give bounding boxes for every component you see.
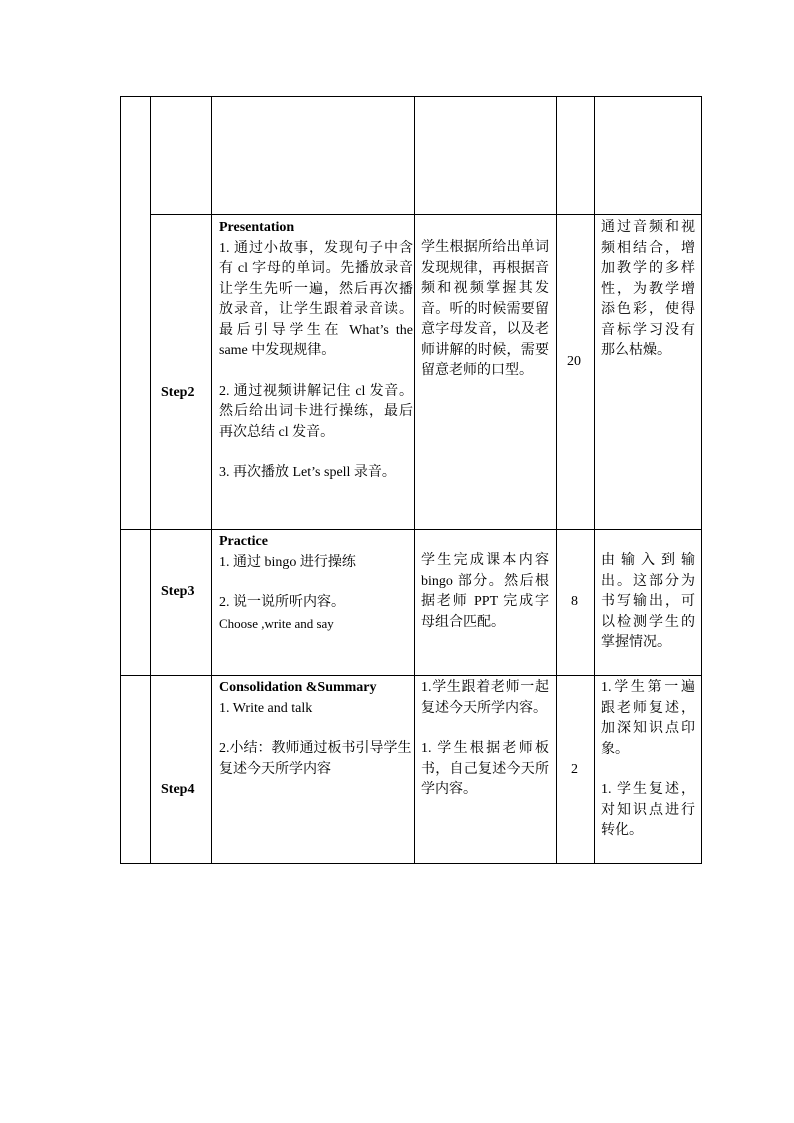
teacher-activity-item: 1. 通过小故事，发现句子中含有 cl 字母的单词。先播放录音让学生先听一遍，然后再次播放录音，让学生跟着录音读。最后引导学生在 What’s the same 中发现规律。 [219, 240, 413, 358]
time-minutes: 2 [571, 762, 578, 777]
teacher-activity-heading: Practice [219, 534, 268, 549]
table-border-bottom [120, 863, 702, 864]
purpose-text: 通过音频和视频相结合，增加教学的多样性，为教学增添色彩，使得音标学习没有那么枯燥。 [601, 220, 695, 358]
teacher-activity-cell [219, 218, 413, 484]
row-divider [120, 529, 702, 530]
teacher-activity-item: 2.小结：教师通过板书引导学生复述今天所学内容 [219, 741, 412, 777]
column-divider [150, 96, 151, 864]
purpose-text: 1.学生第一遍跟老师复述，加深知识点印象。 [601, 680, 695, 757]
teacher-activity-heading: Presentation [219, 220, 295, 235]
purpose-text: 由输入到输出。这部分为书写输出，可以检测学生的掌握情况。 [601, 553, 695, 650]
teacher-activity-item: Choose ,write and say [219, 615, 334, 631]
row-divider [150, 214, 702, 215]
purpose-text: 1. 学生复述，对知识点进行转化。 [601, 782, 695, 838]
row-divider [120, 675, 702, 676]
student-activity-text: 1. 学生根据老师板书，自己复述今天所学内容。 [421, 741, 549, 797]
column-divider [414, 96, 415, 864]
teacher-activity-heading: Consolidation &Summary [219, 680, 377, 695]
step-label: Step4 [161, 782, 195, 797]
student-activity-cell [421, 238, 549, 382]
teacher-activity-cell [219, 678, 413, 780]
table-border-top [120, 96, 702, 97]
purpose-cell [601, 678, 695, 842]
teacher-activity-item: 3. 再次播放 Let’s spell 录音。 [219, 465, 396, 480]
teacher-activity-item: 1. 通过 bingo 进行操练 [219, 554, 356, 570]
student-activity-cell [421, 551, 549, 633]
purpose-cell [601, 551, 695, 654]
table-border-left [120, 96, 121, 864]
purpose-cell [601, 218, 695, 362]
time-minutes: 8 [571, 594, 578, 609]
table-border-right [701, 96, 702, 864]
column-divider [594, 96, 595, 864]
step-label: Step3 [161, 584, 195, 599]
column-divider [211, 96, 212, 864]
teacher-activity-cell [219, 532, 413, 634]
time-minutes: 20 [567, 354, 581, 369]
teacher-activity-item: 2. 说一说所听内容。 [219, 595, 345, 610]
student-activity-text: 学生根据所给出单词发现规律，再根据音频和视频掌握其发音。听的时候需要留意字母发音，以及老师讲解的时候，需要留意老师的口型。 [421, 240, 549, 378]
teacher-activity-item: 1. Write and talk [219, 700, 313, 716]
teacher-activity-item: 2. 通过视频讲解记住 cl 发音。然后给出词卡进行操练，最后再次总结 cl 发音。 [219, 383, 413, 440]
student-activity-text: 学生完成课本内容 bingo 部分。然后根据老师 PPT 完成字母组合匹配。 [421, 553, 549, 630]
student-activity-cell [421, 678, 549, 801]
column-divider [556, 96, 557, 864]
student-activity-text: 1.学生跟着老师一起复述今天所学内容。 [421, 680, 549, 716]
step-label: Step2 [161, 385, 195, 400]
